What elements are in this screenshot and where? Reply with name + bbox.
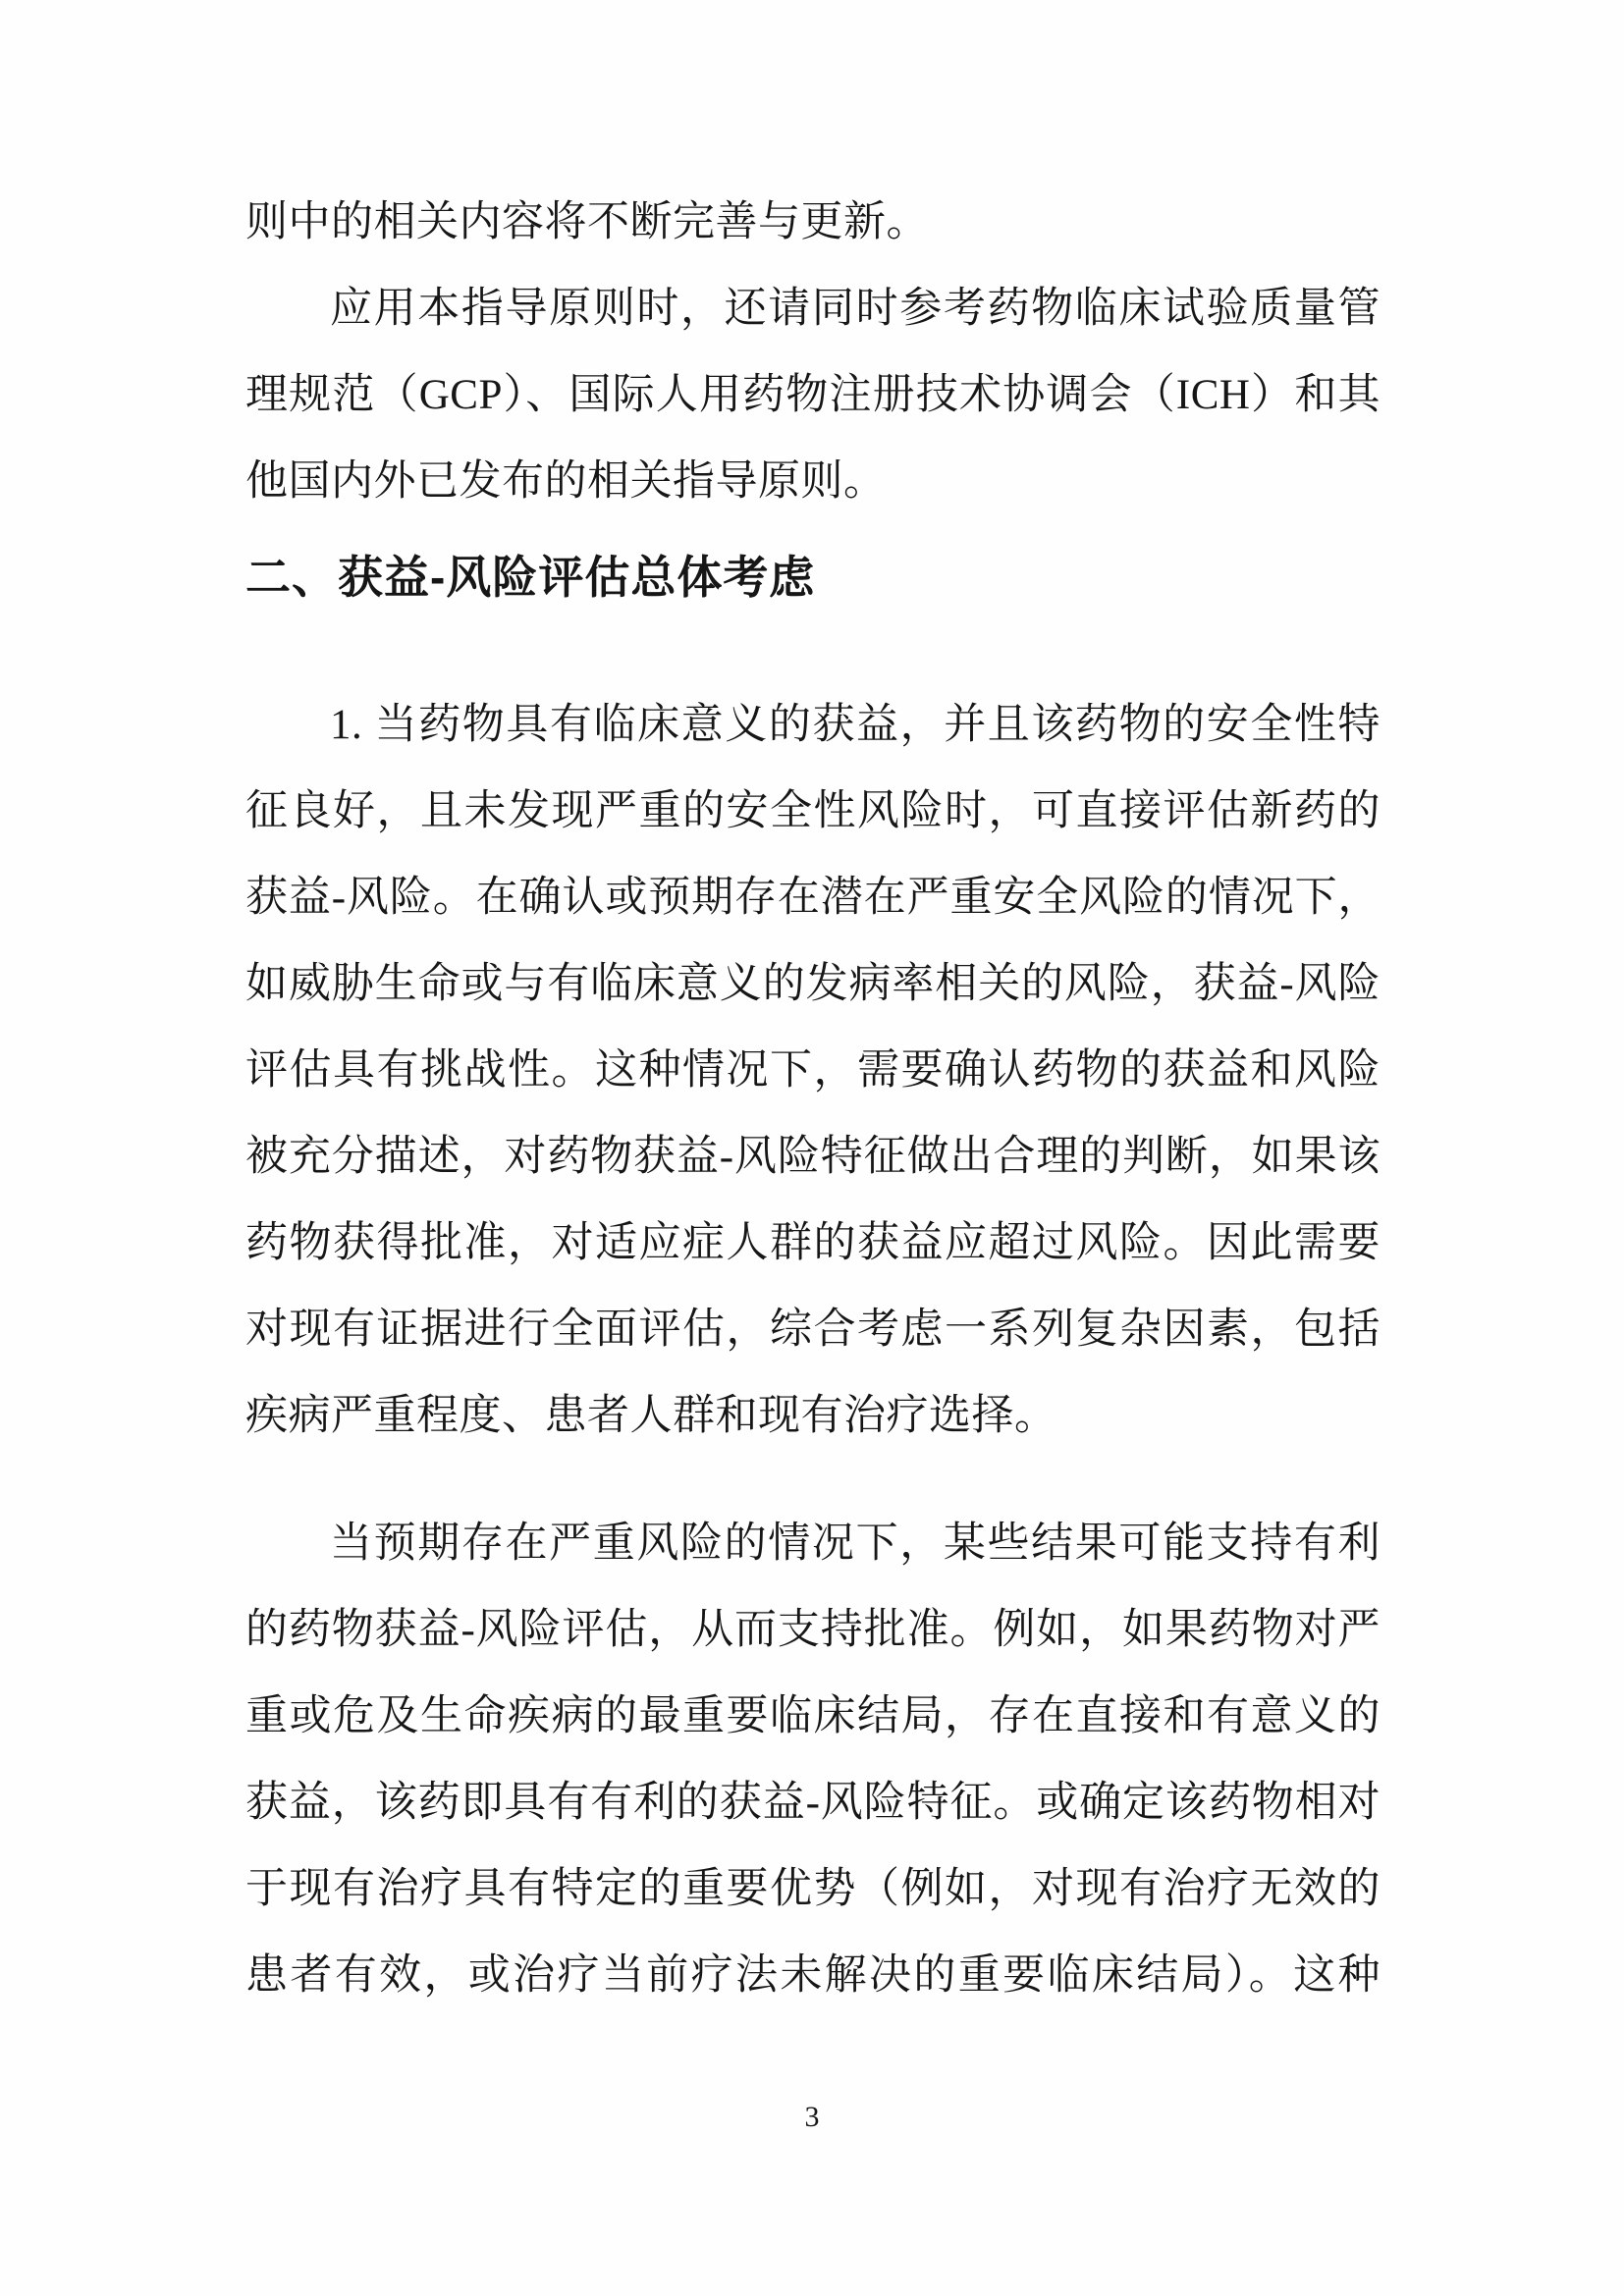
text-line: 于现有治疗具有特定的重要优势（例如，对现有治疗无效的 [245,1866,1380,1912]
text-line: 获益，该药即具有有利的获益-风险特征。或确定该药物相对 [245,1780,1380,1826]
paragraph-serious-risk [245,1501,1380,2019]
text-line: 被充分描述，对药物获益-风险特征做出合理的判断，如果该 [245,1134,1380,1180]
text-line: 药物获得批准，对适应症人群的获益应超过风险。因此需要 [245,1220,1380,1266]
text-line: 理规范（GCP）、国际人用药物注册技术协调会（ICH）和其 [245,372,1380,418]
text-line: 1. 当药物具有临床意义的获益，并且该药物的安全性特 [330,702,1380,748]
text-line: 应用本指导原则时，还请同时参考药物临床试验质量管 [330,286,1380,332]
text-line: 如威胁生命或与有临床意义的发病率相关的风险，获益-风险 [245,961,1380,1007]
text-line: 征良好，且未发现严重的安全性风险时，可直接评估新药的 [245,788,1380,834]
text-line: 则中的相关内容将不断完善与更新。 [245,199,929,245]
paragraph-continuation [245,180,1380,266]
paragraph-gcp-ich [245,266,1380,525]
page-number: 3 [804,2101,820,2133]
text-line: 对现有证据进行全面评估，综合考虑一系列复杂因素，包括 [245,1307,1380,1353]
paragraph-item-1 [245,682,1380,1460]
text-line: 患者有效，或治疗当前疗法未解决的重要临床结局）。这种 [245,1952,1380,1999]
text-line: 的药物获益-风险评估，从而支持批准。例如，如果药物对严 [245,1607,1380,1653]
text-line: 评估具有挑战性。这种情况下，需要确认药物的获益和风险 [245,1047,1380,1094]
text-line: 获益-风险。在确认或预期存在潜在严重安全风险的情况下， [245,875,1380,921]
text-line: 他国内外已发布的相关指导原则。 [245,458,887,505]
text-line: 疾病严重程度、患者人群和现有治疗选择。 [245,1393,1057,1439]
page-content [245,180,1380,2019]
text-line: 重或危及生命疾病的最重要临床结局，存在直接和有意义的 [245,1693,1380,1739]
text-line: 当预期存在严重风险的情况下，某些结果可能支持有利 [330,1521,1380,1567]
section-heading: 二、获益-风险评估总体考虑 [245,552,816,603]
